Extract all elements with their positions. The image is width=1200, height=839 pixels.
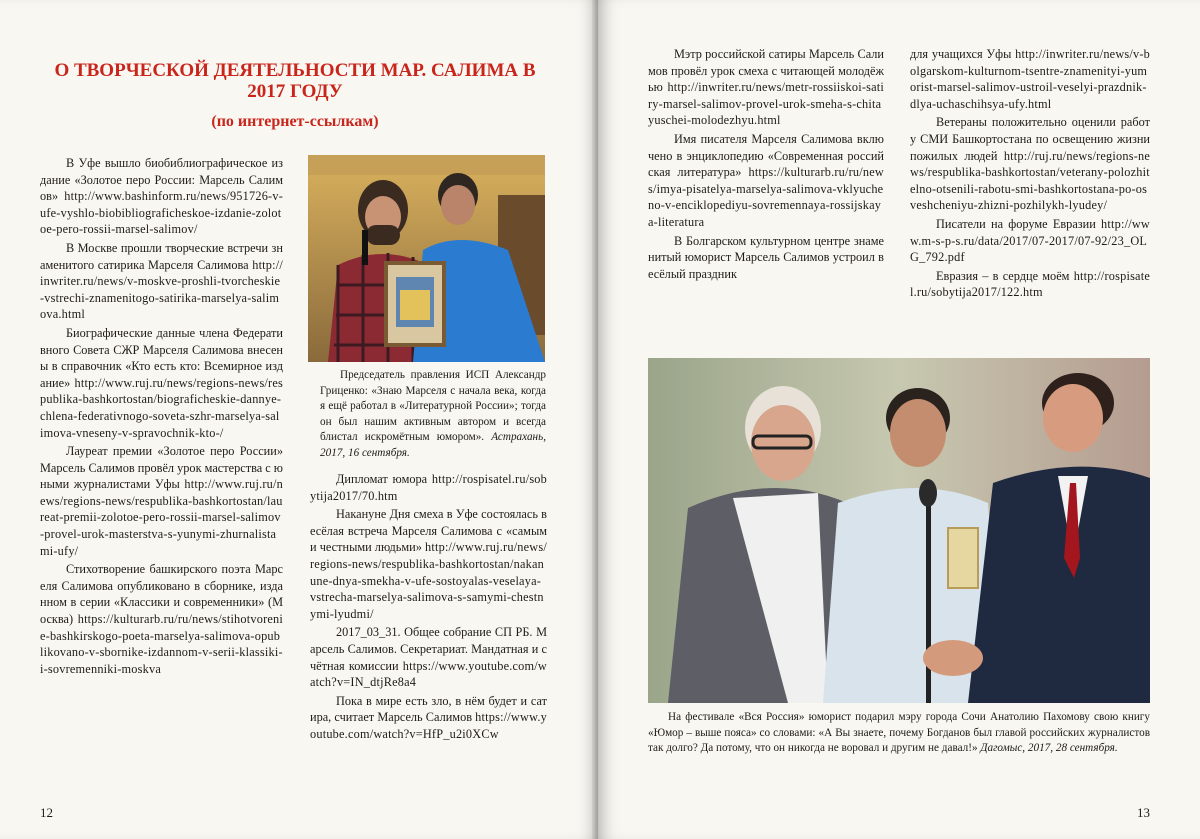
- entry-text: Евразия – в сердце моём: [936, 268, 1074, 283]
- photo-festival-book-gift: [648, 358, 1150, 703]
- right-column-left-page: [310, 471, 547, 745]
- entry-text: Имя писателя Марселя Салимова включено в энциклопедию «Современная российская литература»: [648, 131, 884, 180]
- entry-text: В Болгарском культурном центре знаменитый юморист Марсель Салимов устроил весёлый праздник: [648, 233, 884, 281]
- entry-url-link[interactable]: http://www.ruj.ru/news/regions-news/respublika-bashkortostan/laureat-premii-zolotoe-pero-rossii-marsel-salimov-provel-urok-masterstva-s-yunymi-zhurnalistami-ufy/: [40, 477, 283, 558]
- entry-url-link[interactable]: http://www.m-s-p-s.ru/data/2017/07-2017/07-92/23_OLG_792.pdf: [910, 216, 1150, 265]
- entry-paragraph: [40, 561, 283, 677]
- entry-text: Мэтр российской сатиры Марсель Салимов провёл урок смеха с читающей молодёжью: [648, 47, 884, 95]
- entry-paragraph: [40, 240, 283, 323]
- page-number: 12: [40, 805, 53, 820]
- entry-url-link[interactable]: http://inwriter.ru/news/v-bolgarskom-kulturnom-tsentre-znamenityi-yumorist-marsel-salimov-ustroil-veselyi-prazdnik-dlya-uchaschihsya-ufy.html: [910, 47, 1150, 111]
- caption-source: Дагомыс, 2017, 28 сентября.: [980, 742, 1118, 754]
- entry-paragraph: [910, 46, 1150, 112]
- entry-url-link[interactable]: http://inwriter.ru/news/metr-rossiiskoi-satiry-marsel-salimov-provel-urok-smeha-s-chitayuschei-molodezhyu.html: [648, 80, 884, 128]
- entry-paragraph: [910, 216, 1150, 266]
- entry-url-link[interactable]: http://www.ruj.ru/news/regions-news/respublika-bashkortostan/biograficheskie-dannye-chlena-federativnogo-soveta-szhr-marselya-salimova-vneseny-v-spravochnik-kto-/: [40, 375, 283, 440]
- entry-url-link[interactable]: http://www.bashinform.ru/news/951726-v-ufe-vyshlo-biobibliograficheskoe-izdanie-zolotoe-pero-rossii-marsel-salimov/: [40, 189, 283, 237]
- entry-paragraph: [310, 624, 547, 690]
- entry-url-link[interactable]: https://kulturarb.ru/ru/news/imya-pisatelya-marselya-salimova-vklyucheno-v-enciklopediyu-sovremennaya-rossijskaya-literatura: [648, 165, 884, 229]
- entry-paragraph: [310, 471, 547, 504]
- entry-url-link[interactable]: https://www.youtube.com/watch?v=IN_dtjRe8a4: [310, 658, 547, 690]
- right-page-left-column: [648, 46, 884, 284]
- left-photo-caption: [320, 368, 546, 461]
- right-page: [598, 0, 1200, 839]
- entry-paragraph: [40, 443, 283, 559]
- entry-text: Пока в мире есть зло, в нём будет и сатира, считает Марсель Салимов: [310, 693, 547, 725]
- entry-text: Накануне Дня смеха в Уфе состоялась весёлая встреча Марселя Салимова с «самыми честными людьми»: [310, 507, 547, 555]
- caption-text: На фестивале «Вся Россия» юморист подарил мэру города Сочи Анатолию Пахомову свою книгу «Юмор – выше пояса» со словами: «А Вы знаете, почему Богданов был главой российских журналистов так долго? Да потому, что он никогда не воровал и другим не давал!»: [648, 711, 1150, 754]
- left-column: [40, 155, 283, 679]
- entry-paragraph: [40, 155, 283, 238]
- page-title: О ТВОРЧЕСКОЙ ДЕЯТЕЛЬНОСТИ МАР. САЛИМА В 2017 ГОДУ: [54, 60, 536, 102]
- entry-text: Ветераны положительно оценили работу СМИ Башкортостана по освещению жизни пожилых людей: [910, 115, 1150, 163]
- entry-paragraph: [310, 506, 547, 622]
- photo-gritsenko-salimov: [308, 155, 545, 362]
- entry-paragraph: [648, 233, 884, 283]
- entry-url-link[interactable]: http://rospisatel.ru/sobytija2017/122.htm: [910, 268, 1150, 300]
- right-photo-caption: [648, 710, 1150, 757]
- entry-text: для учащихся Уфы: [910, 47, 1016, 61]
- entry-text: Стихотворение башкирского поэта Марселя Салимова опубликовано в сборнике, изданном в серии «Классики и современники» (Москва): [40, 562, 283, 627]
- entry-url-link[interactable]: https://kulturarb.ru/ru/news/stihotvorenie-bashkirskogo-poeta-marselya-salimova-opublikovano-v-sbornike-izdannom-v-serii-klassiki-i-sovremenniki-moskva: [40, 612, 283, 676]
- entry-paragraph: [310, 693, 547, 743]
- entry-text: В Москве прошли творческие встречи знаменитого сатирика Марселя Салимова: [40, 240, 283, 272]
- entry-url-link[interactable]: http://rospisatel.ru/sobytija2017/70.htm: [310, 472, 547, 503]
- page-subtitle: (по интернет-ссылкам): [211, 113, 379, 130]
- left-page: [0, 0, 598, 839]
- entry-text: 2017_03_31. Общее собрание СП РБ. Марсель Салимов. Секретариат. Мандатная и счётная комиссии: [310, 625, 547, 673]
- entry-paragraph: [910, 268, 1150, 301]
- entry-url-link[interactable]: http://inwriter.ru/news/v-moskve-proshli-tvorcheskie-vstrechi-znamenitogo-satirika-marselya-salimova.html: [40, 257, 283, 322]
- entry-url-link[interactable]: http://ruj.ru/news/regions-news/respublika-bashkortostan/veterany-polozhitelno-otsenili-rabotu-smi-bashkortostana-po-osveshcheniyu-zhizni-pozhilykh-lyudey/: [910, 148, 1150, 213]
- entry-text: Биографические данные члена Федеративного Совета СЖР Марселя Салимова внесены в справочник «Кто есть кто: Всемирное издание»: [40, 325, 283, 390]
- caption-source: Астрахань, 2017, 16 сентября.: [320, 431, 546, 459]
- entry-url-link[interactable]: https://www.youtube.com/watch?v=HfP_u2i0XCw: [310, 710, 547, 741]
- entry-paragraph: [40, 325, 283, 441]
- entry-text: В Уфе вышло биобиблиографическое издание «Золотое перо России: Марсель Салимов»: [40, 156, 283, 204]
- page-number: 13: [1137, 805, 1150, 820]
- entry-paragraph: [648, 131, 884, 231]
- entry-text: Дипломат юмора: [336, 472, 432, 486]
- right-page-right-column: [910, 46, 1150, 303]
- entry-url-link[interactable]: http://www.ruj.ru/news/regions-news/respublika-bashkortostan/nakanune-dnya-smekha-v-ufe-sostoyalas-veselaya-vstrecha-marselya-salimova-s-samymi-chestnymi-lyudmi/: [310, 540, 547, 621]
- caption-text: Председатель правления ИСП Александр Гриценко: «Знаю Марселя с начала века, когда я ещё работал в «Литературной России»; тогда он был нашим активным автором и всегда блистал искромётным юмором».: [320, 369, 546, 443]
- entry-paragraph: [910, 114, 1150, 214]
- entry-text: Писатели на форуме Евразии: [936, 216, 1102, 231]
- entry-text: Лауреат премии «Золотое перо России» Марсель Салимов провёл урок мастерства с юными журналистами Уфы: [40, 444, 283, 492]
- entry-paragraph: [648, 46, 884, 129]
